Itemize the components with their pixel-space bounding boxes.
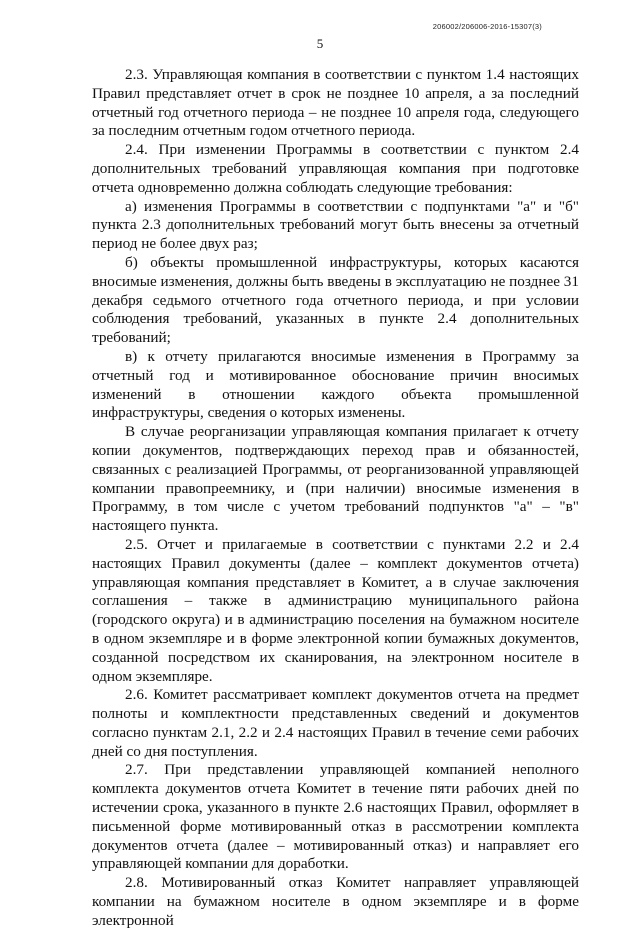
document-body — [92, 66, 579, 931]
document-id: 206002/206006-2016-15307(3) — [432, 22, 542, 31]
page-number: 5 — [316, 36, 324, 51]
paragraph-2-4: 2.4. При изменении Программы в соответствии с пунктом 2.4 дополнительных требований управляющая компания при подготовке отчета одновременно должна соблюдать следующие требования: — [92, 141, 579, 196]
paragraph-2-4-a: а) изменения Программы в соответствии с подпунктами "а" и "б" пункта 2.3 дополнительных требований могут быть внесены за отчетный период не более двух раз; — [92, 197, 579, 253]
paragraph-2-7: 2.7. При представлении управляющей компанией неполного комплекта документов отчета Комитет в течение пяти рабочих дней по истечении срока, указанного в пункте 2.6 настоящих Правил, оформляет в письменной форме мотивированный отказ в рассмотрении комплекта документов отчета (далее – мотивированный отказ) и направляет его управляющей компании для доработки. — [92, 761, 579, 873]
paragraph-2-4-b: б) объекты промышленной инфраструктуры, которых касаются вносимые изменения, должны быть введены в эксплуатацию не позднее 31 декабря седьмого отчетного года отчетного периода, и при условии соблюдения требований, указанных в пункте 2.4 дополнительных требований; — [92, 253, 579, 347]
paragraph-reorganization: В случае реорганизации управляющая компания прилагает к отчету копии документов, подтверждающих переход прав и обязанностей, связанных с реализацией Программы, от реорганизованной управляющей компании правопреемнику, и (при наличии) вносимые изменения в Программу, в том числе с учетом требований подпунктов "а" – "в" настоящего пункта. — [92, 423, 579, 535]
paragraph-2-4-v: в) к отчету прилагаются вносимые изменения в Программу за отчетный год и мотивированное обоснование причин вносимых изменений в отношении каждого объекта промышленной инфраструктуры, сведения о которых изменены. — [92, 347, 579, 422]
paragraph-2-5: 2.5. Отчет и прилагаемые в соответствии с пунктами 2.2 и 2.4 настоящих Правил документы (далее – комплект документов отчета) управляющая компания представляет в Комитет, а в случае заключения соглашения – также в администрацию муниципального района (городского округа) и в администрацию поселения на бумажном носителе в одном экземпляре и в форме электронной копии бумажных документов, созданной посредством их сканирования, на электронном носителе в одном экземпляре. — [92, 535, 579, 685]
paragraph-2-8: 2.8. Мотивированный отказ Комитет направляет управляющей компании на бумажном носителе в одном экземпляре и в форме электронной — [92, 874, 579, 929]
paragraph-2-3: 2.3. Управляющая компания в соответствии с пунктом 1.4 настоящих Правил представляет отчет в срок не позднее 10 апреля, а за последний отчетный год отчетного периода – не позднее 10 апреля года, следующего за последним отчетным годом отчетного периода. — [92, 66, 579, 140]
paragraph-2-6: 2.6. Комитет рассматривает комплект документов отчета на предмет полноты и комплектности представленных сведений и документов согласно пунктам 2.1, 2.2 и 2.4 настоящих Правил в течение семи рабочих дней со дня поступления. — [92, 686, 579, 760]
